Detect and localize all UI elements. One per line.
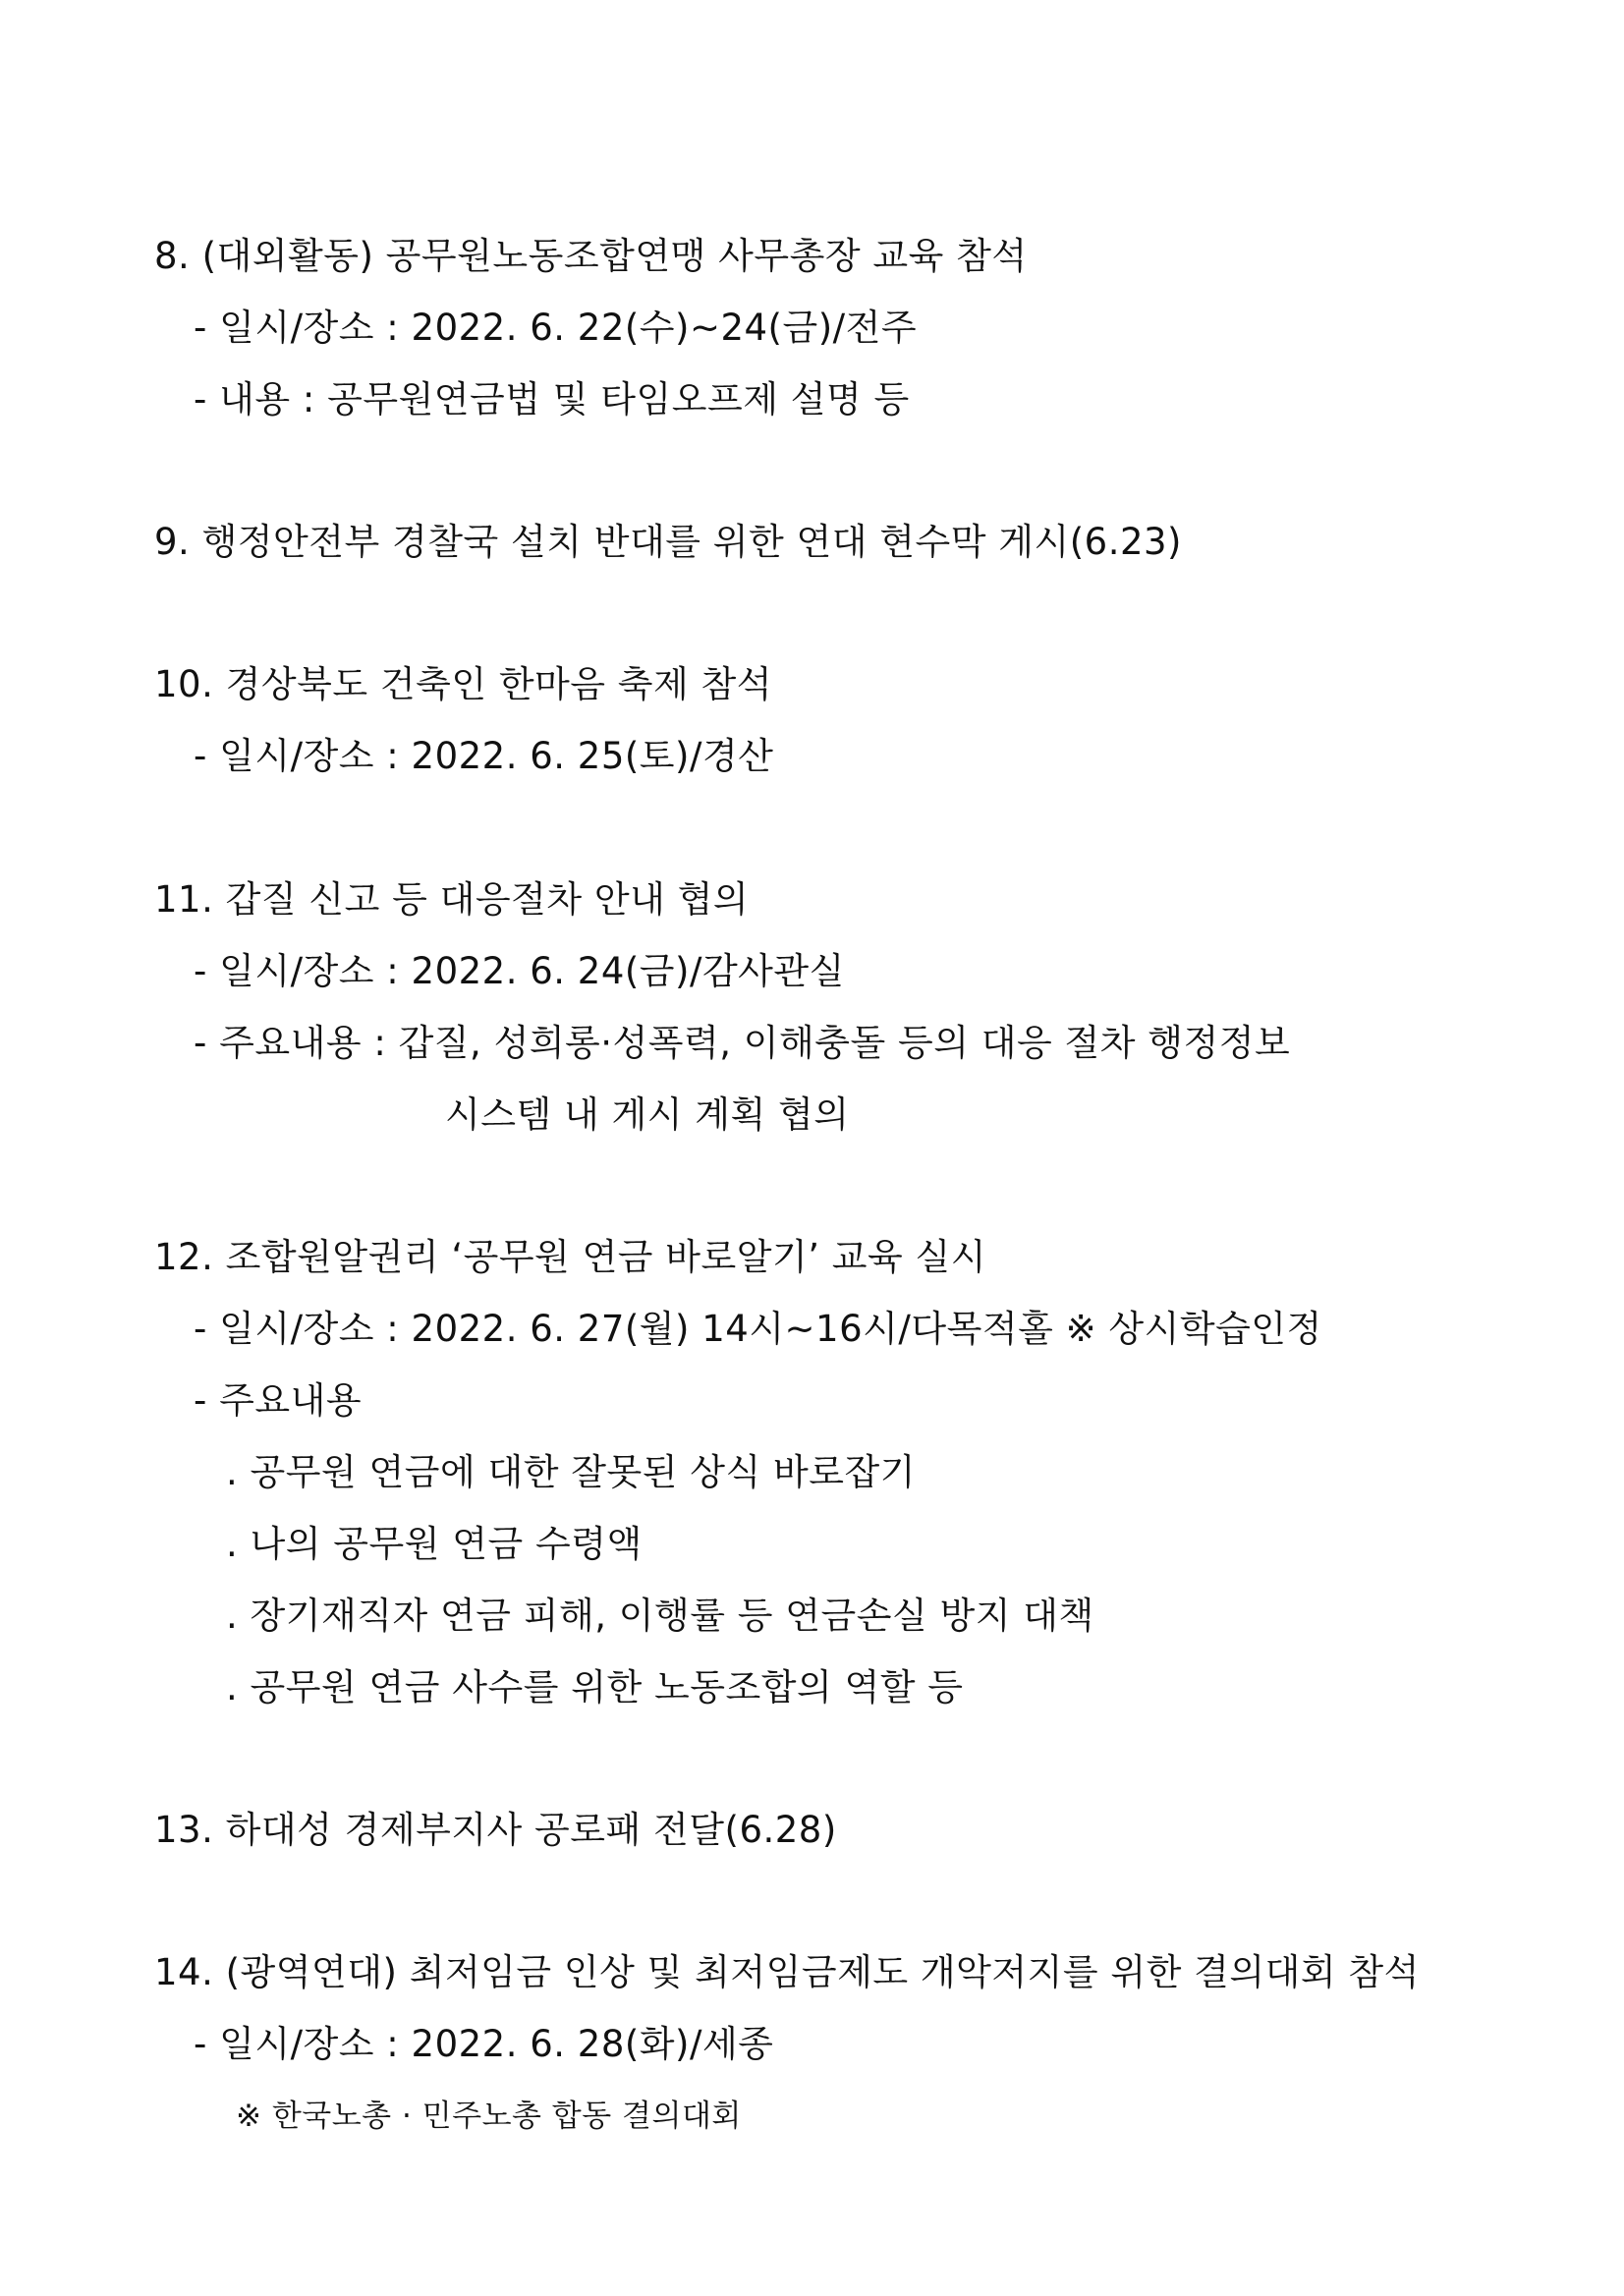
item-8-schedule: - 일시/장소 : 2022. 6. 22(수)~24(금)/전주 (194, 307, 918, 349)
item-12-schedule: - 일시/장소 : 2022. 6. 27(월) 14시~16시/다목적홀 ※ 상시학습인정 (194, 1308, 1322, 1350)
item-9-title: 9. 행정안전부 경찰국 설치 반대를 위한 연대 현수막 게시(6.23) (154, 521, 1182, 563)
item-12-bullet: . 공무원 연금 사수를 위한 노동조합의 역할 등 (226, 1666, 964, 1708)
item-12-bullet: . 공무원 연금에 대한 잘못된 상식 바로잡기 (226, 1451, 916, 1493)
item-8-content: - 내용 : 공무원연금법 및 타임오프제 설명 등 (194, 378, 910, 420)
item-8-title: 8. (대외활동) 공무원노동조합연맹 사무총장 교육 참석 (154, 235, 1028, 277)
item-11-title: 11. 갑질 신고 등 대응절차 안내 협의 (154, 878, 750, 921)
item-14-note: ※ 한국노총 · 민주노총 합동 결의대회 (236, 2099, 742, 2134)
item-12-bullet: . 나의 공무원 연금 수령액 (226, 1523, 643, 1565)
item-14-schedule: - 일시/장소 : 2022. 6. 28(화)/세종 (194, 2023, 774, 2065)
item-11-main-content-continuation: 시스템 내 게시 계획 협의 (445, 1093, 850, 1136)
item-12-title: 12. 조합원알권리 ‘공무원 연금 바로알기’ 교육 실시 (154, 1236, 987, 1278)
item-10-schedule: - 일시/장소 : 2022. 6. 25(토)/경산 (194, 735, 774, 777)
item-11-main-content: - 주요내용 : 갑질, 성희롱·성폭력, 이해충돌 등의 대응 절차 행정정보 (194, 1022, 1291, 1064)
item-12-main-content-heading: - 주요내용 (194, 1379, 363, 1422)
item-14-title: 14. (광역연대) 최저임금 인상 및 최저임금제도 개악저지를 위한 결의대회 참석 (154, 1951, 1420, 1993)
item-10-title: 10. 경상북도 건축인 한마음 축제 참석 (154, 663, 773, 705)
item-13-title: 13. 하대성 경제부지사 공로패 전달(6.28) (154, 1809, 837, 1851)
item-11-schedule: - 일시/장소 : 2022. 6. 24(금)/감사관실 (194, 950, 845, 992)
item-12-bullet: . 장기재직자 연금 피해, 이행률 등 연금손실 방지 대책 (226, 1595, 1094, 1637)
